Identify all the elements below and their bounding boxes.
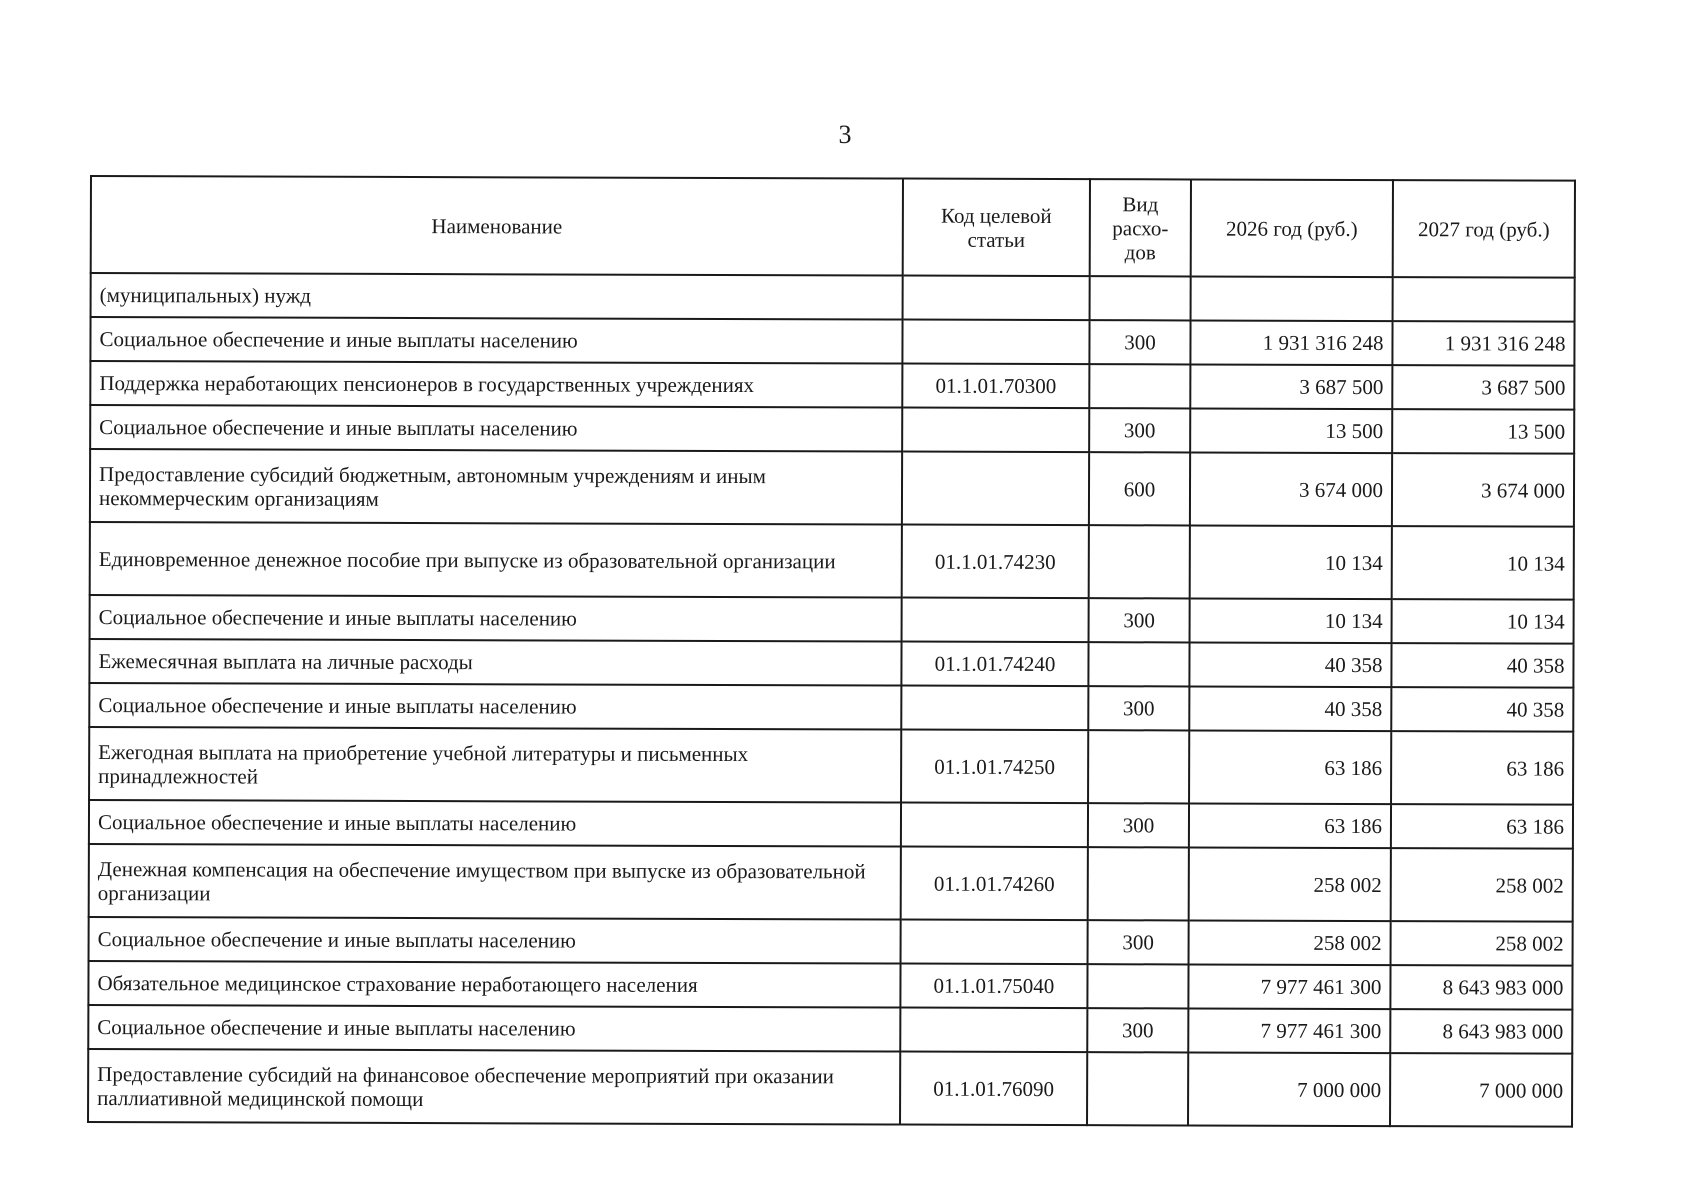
cell-2027: 258 002: [1391, 848, 1573, 922]
table-row: [90, 522, 1574, 600]
table-row: [91, 273, 1575, 322]
cell-name: Социальное обеспечение и иные выплаты населению: [90, 405, 902, 452]
cell-kind: 600: [1089, 452, 1190, 525]
cell-code: [902, 452, 1089, 526]
cell-name: Предоставление субсидий на финансовое обеспечение мероприятий при оказании паллиативной медицинской помощи: [88, 1049, 900, 1125]
cell-code: [901, 803, 1088, 848]
table-row: [90, 361, 1574, 410]
cell-kind: [1088, 847, 1189, 920]
cell-2027: 63 186: [1391, 804, 1573, 849]
cell-code: [901, 686, 1088, 731]
cell-name: Социальное обеспечение и иные выплаты населению: [90, 595, 902, 642]
cell-2027: 258 002: [1391, 921, 1573, 966]
cell-2027: 3 687 500: [1392, 365, 1574, 410]
cell-2026: 40 358: [1189, 642, 1391, 687]
table-row: [89, 917, 1573, 966]
cell-code: 01.1.01.74250: [901, 730, 1088, 804]
cell-kind: 300: [1089, 598, 1190, 642]
cell-2026: 13 500: [1190, 408, 1392, 453]
cell-name: Обязательное медицинское страхование неработающего населения: [88, 961, 900, 1008]
cell-kind: 300: [1088, 803, 1189, 847]
cell-2027: 40 358: [1391, 643, 1573, 688]
cell-2027: 8 643 983 000: [1390, 1009, 1572, 1054]
cell-code: 01.1.01.70300: [902, 364, 1089, 409]
header-kind: Вид расхо-дов: [1090, 179, 1191, 276]
cell-2026: 63 186: [1189, 803, 1391, 848]
cell-name: Социальное обеспечение и иные выплаты населению: [90, 317, 902, 364]
table-row: [88, 1005, 1572, 1054]
cell-2026: 3 674 000: [1190, 452, 1392, 526]
cell-code: [902, 320, 1089, 365]
cell-name: Единовременное денежное пособие при выпуске из образовательной организации: [90, 522, 902, 598]
cell-kind: [1088, 730, 1189, 803]
table-row: [89, 683, 1573, 732]
cell-2026: 258 002: [1189, 920, 1391, 965]
cell-code: [900, 1008, 1087, 1053]
cell-kind: [1088, 642, 1189, 686]
cell-name: Социальное обеспечение и иные выплаты населению: [89, 800, 901, 847]
table-row: [89, 844, 1573, 922]
table-row: [90, 317, 1574, 366]
cell-name: Ежемесячная выплата на личные расходы: [89, 639, 901, 686]
cell-2026: 258 002: [1189, 847, 1391, 921]
cell-2027: 13 500: [1392, 409, 1574, 454]
table-row: [90, 449, 1574, 527]
cell-2026: 10 134: [1190, 525, 1392, 599]
table-row: [88, 961, 1572, 1010]
cell-2027: 3 674 000: [1392, 453, 1574, 527]
cell-2026: [1191, 276, 1393, 321]
table-row: [88, 1049, 1572, 1127]
page-number: 3: [838, 120, 852, 149]
table-row: [89, 639, 1573, 688]
cell-name: (муниципальных) нужд: [91, 273, 903, 320]
cell-2026: 7 977 461 300: [1188, 1008, 1390, 1053]
cell-2027: 10 134: [1392, 599, 1574, 644]
cell-code: [902, 408, 1089, 453]
cell-2026: 7 000 000: [1188, 1052, 1390, 1126]
header-code: Код целевой статьи: [903, 179, 1090, 277]
table-row: [89, 727, 1573, 805]
header-2027: 2027 год (руб.): [1393, 180, 1575, 278]
cell-code: 01.1.01.74240: [901, 642, 1088, 687]
table-header-row: [91, 176, 1575, 278]
cell-name: Предоставление субсидий бюджетным, автономным учреждениям и иным некоммерческим организациям: [90, 449, 902, 525]
cell-2026: 63 186: [1189, 730, 1391, 804]
cell-kind: 300: [1089, 320, 1190, 364]
cell-2026: 7 977 461 300: [1188, 964, 1390, 1009]
cell-kind: [1089, 525, 1190, 598]
cell-2027: 63 186: [1391, 731, 1573, 805]
cell-2026: 10 134: [1190, 598, 1392, 643]
cell-name: Поддержка неработающих пенсионеров в государственных учреждениях: [90, 361, 902, 408]
cell-kind: [1087, 1052, 1188, 1125]
cell-code: 01.1.01.74260: [901, 847, 1088, 921]
cell-2027: [1393, 277, 1575, 322]
cell-code: [902, 598, 1089, 643]
cell-kind: 300: [1089, 408, 1190, 452]
cell-kind: [1090, 276, 1191, 320]
header-2026: 2026 год (руб.): [1191, 179, 1393, 277]
budget-table: [87, 175, 1576, 1128]
cell-code: 01.1.01.76090: [900, 1052, 1087, 1126]
cell-2026: 1 931 316 248: [1190, 320, 1392, 365]
cell-2027: 7 000 000: [1390, 1053, 1572, 1127]
cell-name: Ежегодная выплата на приобретение учебной литературы и письменных принадлежностей: [89, 727, 901, 803]
cell-kind: 300: [1087, 1008, 1188, 1052]
table-row: [90, 595, 1574, 644]
cell-code: 01.1.01.75040: [900, 964, 1087, 1009]
cell-2027: 40 358: [1391, 687, 1573, 732]
cell-2027: 8 643 983 000: [1390, 965, 1572, 1010]
cell-name: Социальное обеспечение и иные выплаты населению: [88, 1005, 900, 1052]
cell-name: Денежная компенсация на обеспечение имуществом при выпуске из образовательной организации: [89, 844, 901, 920]
header-name: Наименование: [91, 176, 903, 276]
cell-2026: 3 687 500: [1190, 364, 1392, 409]
cell-code: 01.1.01.74230: [902, 525, 1089, 599]
cell-2027: 1 931 316 248: [1392, 321, 1574, 366]
cell-2027: 10 134: [1392, 526, 1574, 600]
table-row: [89, 800, 1573, 849]
cell-code: [903, 276, 1090, 321]
cell-kind: [1087, 964, 1188, 1008]
cell-kind: 300: [1088, 686, 1189, 730]
cell-kind: 300: [1088, 920, 1189, 964]
cell-name: Социальное обеспечение и иные выплаты населению: [89, 683, 901, 730]
cell-kind: [1089, 364, 1190, 408]
cell-2026: 40 358: [1189, 686, 1391, 731]
cell-code: [901, 920, 1088, 965]
cell-name: Социальное обеспечение и иные выплаты населению: [89, 917, 901, 964]
table-row: [90, 405, 1574, 454]
